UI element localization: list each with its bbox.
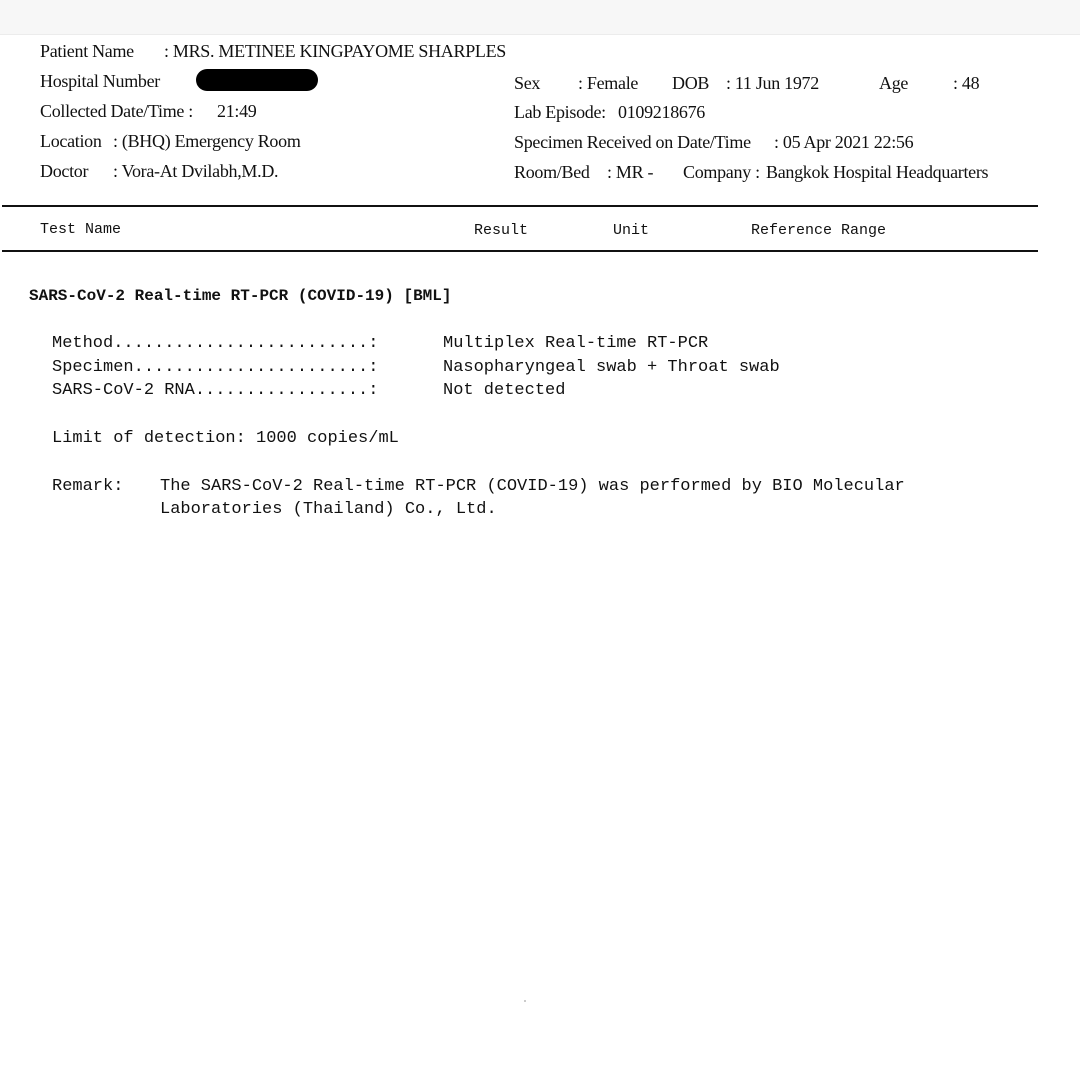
sex-label: Sex — [514, 73, 541, 93]
column-header-test-name: Test Name — [40, 221, 122, 238]
sex-value: : Female — [578, 73, 639, 93]
page-top-band — [0, 0, 1080, 35]
doctor-label: Doctor — [40, 161, 89, 181]
location-label: Location — [40, 131, 102, 151]
limit-of-detection: Limit of detection: 1000 copies/mL — [52, 429, 399, 448]
method-value: Multiplex Real-time RT-PCR — [443, 334, 709, 353]
lab-episode-value: 0109218676 — [618, 102, 706, 122]
column-header-result: Result — [474, 222, 529, 239]
company-value: Bangkok Hospital Headquarters — [766, 162, 989, 182]
specimen-label: Specimen.......................: — [52, 358, 379, 377]
patient-name-label: Patient Name — [40, 41, 134, 61]
dob-value: : 11 Jun 1972 — [726, 73, 819, 93]
age-label: Age — [879, 73, 909, 93]
company-label: Company : — [683, 162, 760, 182]
column-header-unit: Unit — [613, 222, 650, 239]
doctor-value: : Vora-At Dvilabh,M.D. — [113, 161, 279, 181]
patient-name-value: : MRS. METINEE KINGPAYOME SHARPLES — [164, 41, 507, 61]
rna-label: SARS-CoV-2 RNA.................: — [52, 381, 379, 400]
hospital-number-redaction — [196, 69, 318, 91]
scan-speck — [524, 1000, 526, 1002]
rna-result-value: Not detected — [443, 381, 566, 400]
collected-datetime-value: 21:49 — [217, 101, 257, 121]
remark-label: Remark: — [52, 477, 124, 496]
room-bed-label: Room/Bed — [514, 162, 590, 182]
lab-episode-label: Lab Episode: — [514, 102, 606, 122]
location-value: : (BHQ) Emergency Room — [113, 131, 301, 151]
specimen-value: Nasopharyngeal swab + Throat swab — [443, 358, 780, 377]
column-header-top-rule — [2, 205, 1038, 207]
hospital-number-label: Hospital Number — [40, 71, 160, 91]
dob-label: DOB — [672, 73, 710, 93]
age-value: : 48 — [953, 73, 980, 93]
test-title: SARS-CoV-2 Real-time RT-PCR (COVID-19) [BML] — [29, 287, 452, 305]
remark-line-1: The SARS-CoV-2 Real-time RT-PCR (COVID-19) was performed by BIO Molecular — [160, 477, 905, 496]
room-bed-value: : MR - — [607, 162, 654, 182]
remark-line-2: Laboratories (Thailand) Co., Ltd. — [160, 500, 497, 519]
column-header-reference-range: Reference Range — [751, 222, 887, 239]
column-header-bottom-rule — [2, 250, 1038, 252]
specimen-received-value: : 05 Apr 2021 22:56 — [774, 132, 914, 152]
method-label: Method.........................: — [52, 334, 379, 353]
collected-datetime-label: Collected Date/Time : — [40, 101, 194, 121]
specimen-received-label: Specimen Received on Date/Time — [514, 132, 751, 152]
